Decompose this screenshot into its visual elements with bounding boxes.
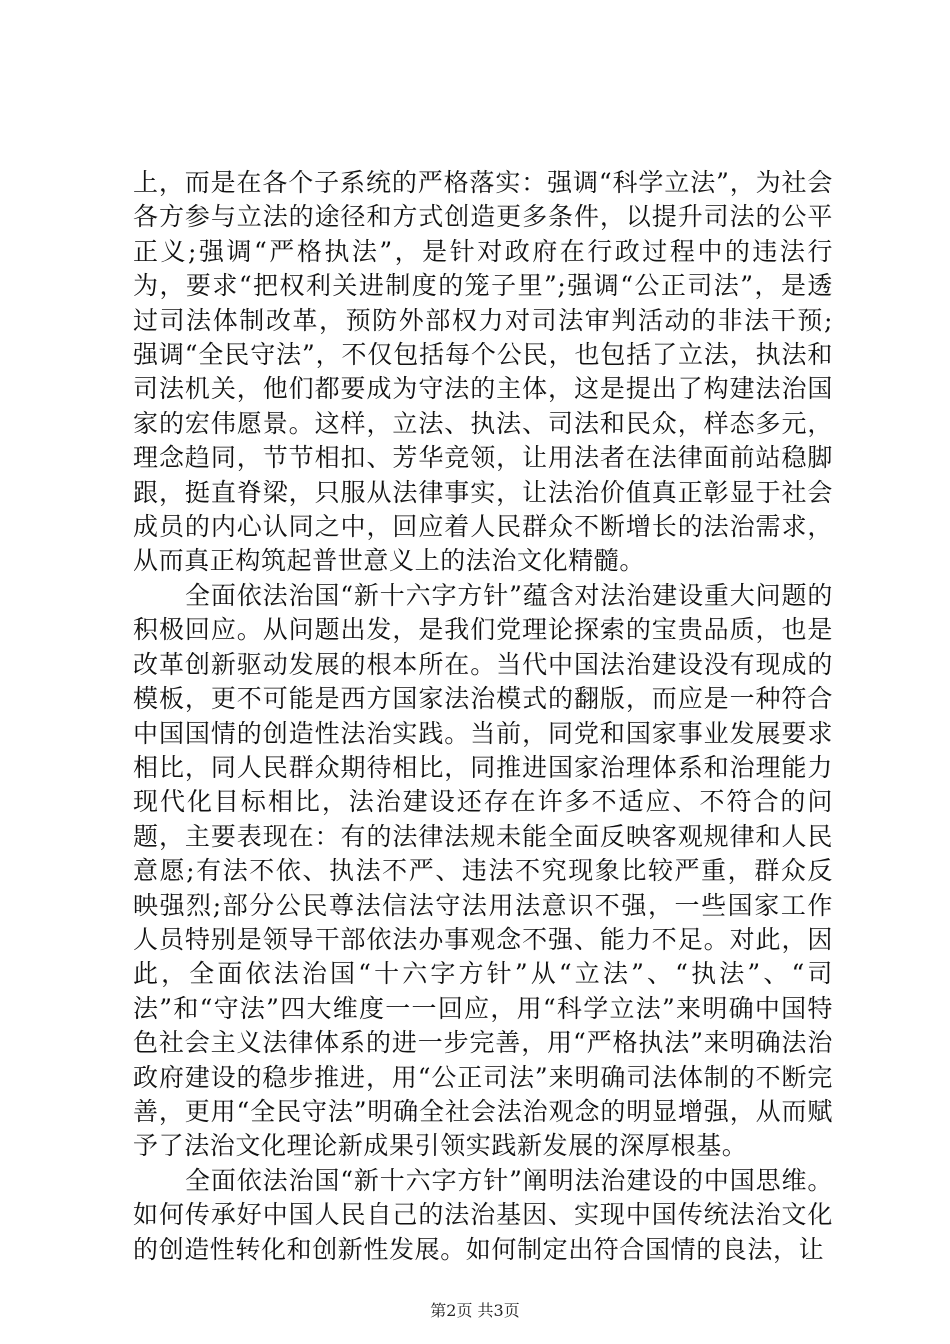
paragraph-problem-response: 全面依法治国“新十六字方针”蕴含对法治建设重大问题的积极回应。从问题出发，是我们党理论探索的宝贵品质，也是改革创新驱动发展的根本所在。当代中国法治建设没有现成的模板，更不可能是西方国家法治模式的翻版，而应是一种符合中国国情的创造性法治实践。当前，同党和国家事业发展要求相比，同人民群众期待相比，同推进国家治理体系和治理能力现代化目标相比，法治建设还存在许多不适应、不符合的问题，主要表现在：有的法律法规未能全面反映客观规律和人民意愿;有法不依、执法不严、违法不究现象比较严重，群众反映强烈;部分公民尊法信法守法用法意识不强，一些国家工作人员特别是领导干部依法办事观念不强、能力不足。对此，因此，全面依法治国“十六字方针”从“立法”、“执法”、“司法”和“守法”四大维度一一回应，用“科学立法”来明确中国特色社会主义法律体系的进一步完善，用“严格执法”来明确法治政府建设的稳步推进，用“公正司法”来明确司法体制的不断完善，更用“全民守法”明确全社会法治观念的明显增强，从而赋予了法治文化理论新成果引领实践新发展的深厚根基。	[133, 580, 833, 1161]
paragraph-chinese-thinking: 全面依法治国“新十六字方针”阐明法治建设的中国思维。如何传承好中国人民自己的法治基因、实现中国传统法治文化的创造性转化和创新性发展。如何制定出符合国情的良法，让	[133, 1165, 833, 1264]
body-text	[133, 166, 833, 1267]
page-number-footer: 第2页 共3页	[430, 1301, 520, 1320]
paragraph-continued: 上，而是在各个子系统的严格落实：强调“科学立法”，为社会各方参与立法的途径和方式创造更多条件，以提升司法的公平正义;强调“严格执法”，是针对政府在行政过程中的违法行为，要求“把权利关进制度的笼子里”;强调“公正司法”，是透过司法体制改革，预防外部权力对司法审判活动的非法干预;强调“全民守法”，不仅包括每个公民，也包括了立法，执法和司法机关，他们都要成为守法的主体，这是提出了构建法治国家的宏伟愿景。这样，立法、执法、司法和民众，样态多元，理念趋同，节节相扣、芳华竞领，让用法者在法律面前站稳脚跟，挺直脊梁，只服从法律事实，让法治价值真正彰显于社会成员的内心认同之中，回应着人民群众不断增长的法治需求，从而真正构筑起普世意义上的法治文化精髓。	[133, 168, 833, 576]
